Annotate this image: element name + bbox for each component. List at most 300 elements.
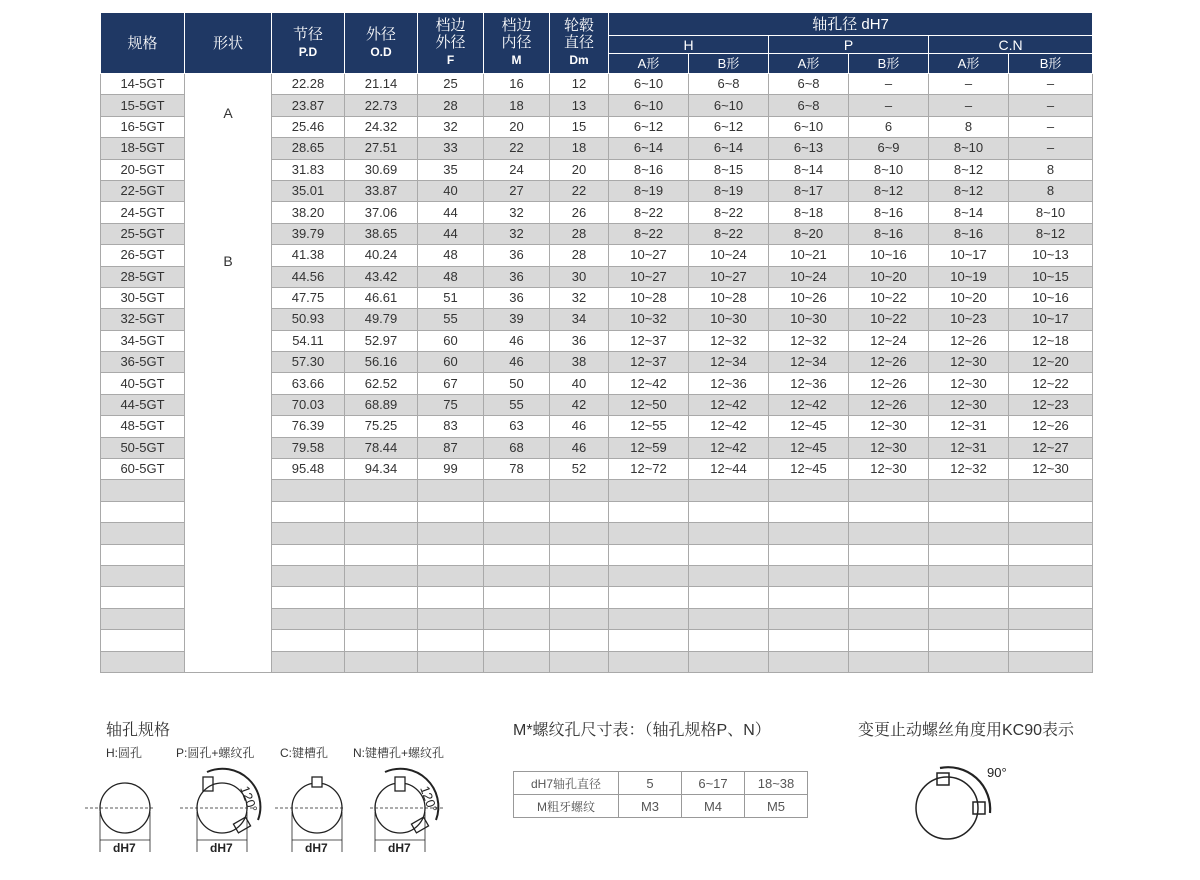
value-cell [484, 651, 550, 672]
value-cell: 6~8 [769, 95, 849, 116]
value-cell: 60 [418, 352, 484, 373]
value-cell: 40.24 [345, 245, 418, 266]
value-cell [849, 608, 929, 629]
value-cell: 6~10 [769, 116, 849, 137]
value-cell: 12~26 [1009, 416, 1093, 437]
value-cell: 8~10 [849, 159, 929, 180]
value-cell: 75.25 [345, 416, 418, 437]
header-a-type: A形 [769, 54, 849, 74]
value-cell [609, 544, 689, 565]
value-cell: 8~16 [609, 159, 689, 180]
thread-size-table [513, 771, 808, 818]
screw-section-title: 变更止动螺丝角度用KC90表示 [858, 722, 1075, 739]
value-cell [849, 651, 929, 672]
value-cell [272, 501, 345, 522]
value-cell: 10~16 [1009, 287, 1093, 308]
value-cell: 12~22 [1009, 373, 1093, 394]
value-cell [929, 501, 1009, 522]
value-cell: 12~31 [929, 416, 1009, 437]
kc90-angle-label: 90° [987, 765, 1007, 780]
value-cell [550, 501, 609, 522]
value-cell: 10~21 [769, 245, 849, 266]
value-cell [345, 608, 418, 629]
value-cell: 56.16 [345, 352, 418, 373]
value-cell: 26 [550, 202, 609, 223]
value-cell: 12~32 [929, 459, 1009, 480]
value-cell: 12~26 [929, 330, 1009, 351]
value-cell: 24.32 [345, 116, 418, 137]
value-cell: 30 [550, 266, 609, 287]
value-cell: 12~72 [609, 459, 689, 480]
value-cell [484, 587, 550, 608]
value-cell [769, 501, 849, 522]
value-cell: 12~30 [849, 416, 929, 437]
value-cell: 38.20 [272, 202, 345, 223]
value-cell [272, 480, 345, 501]
spec-cell: 16-5GT [101, 116, 185, 137]
value-cell [769, 480, 849, 501]
value-cell [609, 565, 689, 586]
value-cell: 10~27 [609, 245, 689, 266]
value-cell [345, 523, 418, 544]
value-cell: 36 [484, 266, 550, 287]
value-cell: 22 [484, 138, 550, 159]
value-cell: 94.34 [345, 459, 418, 480]
value-cell [849, 630, 929, 651]
value-cell: 46.61 [345, 287, 418, 308]
spec-cell: 36-5GT [101, 352, 185, 373]
value-cell: 8~16 [849, 223, 929, 244]
value-cell: 36 [550, 330, 609, 351]
spec-cell: 24-5GT [101, 202, 185, 223]
thread-cell: M5 [745, 795, 808, 818]
value-cell: 40 [418, 180, 484, 201]
value-cell: 12~30 [849, 437, 929, 458]
value-cell [929, 630, 1009, 651]
value-cell: 10~17 [1009, 309, 1093, 330]
value-cell [609, 651, 689, 672]
value-cell: 21.14 [345, 74, 418, 95]
value-cell: 6~9 [849, 138, 929, 159]
value-cell: 20 [550, 159, 609, 180]
value-cell [345, 587, 418, 608]
value-cell: 63 [484, 416, 550, 437]
spec-cell: 44-5GT [101, 394, 185, 415]
thread-row2-label: M粗牙螺纹 [514, 795, 619, 818]
value-cell: 13 [550, 95, 609, 116]
value-cell [689, 501, 769, 522]
value-cell: 6~8 [689, 74, 769, 95]
value-cell [769, 565, 849, 586]
value-cell [609, 480, 689, 501]
value-cell [550, 565, 609, 586]
value-cell: 18 [484, 95, 550, 116]
value-cell: 6~12 [689, 116, 769, 137]
caption-p: P:圆孔+螺纹孔 [176, 746, 255, 760]
value-cell [345, 501, 418, 522]
value-cell: 36 [484, 287, 550, 308]
value-cell: 12~45 [769, 437, 849, 458]
value-cell: 8 [1009, 159, 1093, 180]
value-cell: 34 [550, 309, 609, 330]
value-cell: 12~18 [1009, 330, 1093, 351]
value-cell: 12~31 [929, 437, 1009, 458]
value-cell: 78.44 [345, 437, 418, 458]
value-cell: 12~55 [609, 416, 689, 437]
value-cell: 32 [418, 116, 484, 137]
angle-label: 120° [237, 783, 261, 815]
header-bore: 轴孔径 dH7 [609, 13, 1093, 36]
value-cell [550, 608, 609, 629]
value-cell: 12~30 [1009, 459, 1093, 480]
header-flange-od: 档边 外径 F [418, 13, 484, 74]
value-cell: 32 [484, 202, 550, 223]
value-cell [1009, 544, 1093, 565]
value-cell [929, 651, 1009, 672]
value-cell: 78 [484, 459, 550, 480]
value-cell [1009, 501, 1093, 522]
spec-cell [101, 480, 185, 501]
value-cell: 12~42 [609, 373, 689, 394]
header-hub-diameter: 轮毂 直径 Dm [550, 13, 609, 74]
shape-column [185, 74, 272, 673]
value-cell [550, 587, 609, 608]
value-cell [849, 544, 929, 565]
value-cell [550, 651, 609, 672]
value-cell: 10~32 [609, 309, 689, 330]
value-cell: 33 [418, 138, 484, 159]
spec-cell: 60-5GT [101, 459, 185, 480]
angle-label: 120° [417, 783, 441, 815]
value-cell: – [1009, 116, 1093, 137]
value-cell: 8~22 [689, 202, 769, 223]
value-cell: 10~27 [609, 266, 689, 287]
value-cell [609, 630, 689, 651]
spec-cell [101, 608, 185, 629]
header-bore-p: P [769, 36, 929, 54]
value-cell: 43.42 [345, 266, 418, 287]
value-cell: 47.75 [272, 287, 345, 308]
value-cell: 46 [484, 330, 550, 351]
value-cell [345, 565, 418, 586]
value-cell: 10~30 [689, 309, 769, 330]
spec-cell [101, 630, 185, 651]
value-cell: – [1009, 138, 1093, 159]
value-cell: 57.30 [272, 352, 345, 373]
spec-cell [101, 523, 185, 544]
value-cell: 12~32 [689, 330, 769, 351]
value-cell [849, 480, 929, 501]
value-cell: 46 [484, 352, 550, 373]
value-cell: 12~24 [849, 330, 929, 351]
value-cell: 8~15 [689, 159, 769, 180]
value-cell: 18 [550, 138, 609, 159]
thread-cell: 5 [619, 772, 682, 795]
value-cell [1009, 651, 1093, 672]
value-cell: 87 [418, 437, 484, 458]
value-cell: 38 [550, 352, 609, 373]
header-outer-diameter: 外径 O.D [345, 13, 418, 74]
spec-cell [101, 501, 185, 522]
caption-c: C:键槽孔 [280, 746, 329, 760]
value-cell: 10~16 [849, 245, 929, 266]
value-cell: 75 [418, 394, 484, 415]
value-cell [484, 608, 550, 629]
value-cell [484, 523, 550, 544]
value-cell: 8~14 [929, 202, 1009, 223]
header-pitch-diameter: 节径 P.D [272, 13, 345, 74]
value-cell: 12~23 [1009, 394, 1093, 415]
value-cell [272, 651, 345, 672]
value-cell: 28.65 [272, 138, 345, 159]
dh7-label: dH7 [113, 841, 136, 855]
spec-cell [101, 565, 185, 586]
value-cell: 40 [550, 373, 609, 394]
value-cell [345, 480, 418, 501]
value-cell: 12~30 [849, 459, 929, 480]
header-a-type: A形 [609, 54, 689, 74]
header-b-type: B形 [849, 54, 929, 74]
value-cell [929, 565, 1009, 586]
value-cell: 10~17 [929, 245, 1009, 266]
value-cell [418, 587, 484, 608]
value-cell: 8~12 [849, 180, 929, 201]
value-cell [272, 565, 345, 586]
thread-cell: 18~38 [745, 772, 808, 795]
header-spec: 规格 [101, 13, 185, 74]
shape-b-label: B [223, 253, 233, 269]
value-cell [418, 608, 484, 629]
value-cell: 12~37 [609, 330, 689, 351]
value-cell [345, 651, 418, 672]
value-cell [769, 608, 849, 629]
value-cell: 10~28 [689, 287, 769, 308]
value-cell: 38.65 [345, 223, 418, 244]
value-cell [484, 630, 550, 651]
value-cell: 55 [418, 309, 484, 330]
value-cell: 68.89 [345, 394, 418, 415]
pulley-spec-table [100, 12, 1093, 673]
spec-cell: 32-5GT [101, 309, 185, 330]
value-cell: 12~30 [929, 352, 1009, 373]
value-cell: 37.06 [345, 202, 418, 223]
value-cell: 51 [418, 287, 484, 308]
value-cell [849, 501, 929, 522]
value-cell: 10~20 [849, 266, 929, 287]
value-cell: 52.97 [345, 330, 418, 351]
value-cell: 8~10 [1009, 202, 1093, 223]
value-cell: 44.56 [272, 266, 345, 287]
value-cell [272, 608, 345, 629]
value-cell: 8 [929, 116, 1009, 137]
value-cell: 12~32 [769, 330, 849, 351]
value-cell: 8~22 [609, 202, 689, 223]
value-cell: 22 [550, 180, 609, 201]
value-cell: 22.28 [272, 74, 345, 95]
value-cell [272, 544, 345, 565]
value-cell: 39 [484, 309, 550, 330]
value-cell [929, 523, 1009, 544]
value-cell: 8~19 [689, 180, 769, 201]
value-cell: 8~12 [1009, 223, 1093, 244]
value-cell [418, 544, 484, 565]
value-cell: 12~45 [769, 416, 849, 437]
value-cell: 12~59 [609, 437, 689, 458]
value-cell: 12~42 [689, 416, 769, 437]
spec-cell: 26-5GT [101, 245, 185, 266]
setscrew-icon [203, 777, 213, 791]
value-cell: 6 [849, 116, 929, 137]
value-cell [769, 587, 849, 608]
value-cell: 12~36 [769, 373, 849, 394]
header-flange-id: 档边 内径 M [484, 13, 550, 74]
value-cell: 28 [418, 95, 484, 116]
value-cell [418, 480, 484, 501]
value-cell: 28 [550, 245, 609, 266]
value-cell [689, 523, 769, 544]
value-cell [929, 587, 1009, 608]
value-cell: 24 [484, 159, 550, 180]
value-cell: 32 [550, 287, 609, 308]
value-cell: 54.11 [272, 330, 345, 351]
value-cell: 68 [484, 437, 550, 458]
value-cell: 10~19 [929, 266, 1009, 287]
value-cell [849, 565, 929, 586]
value-cell [550, 480, 609, 501]
value-cell [609, 523, 689, 544]
value-cell [929, 544, 1009, 565]
value-cell [550, 630, 609, 651]
value-cell [689, 480, 769, 501]
value-cell [929, 608, 1009, 629]
value-cell: – [1009, 95, 1093, 116]
value-cell: 44 [418, 223, 484, 244]
dh7-label: dH7 [305, 841, 328, 855]
value-cell: 8~12 [929, 159, 1009, 180]
value-cell: 10~20 [929, 287, 1009, 308]
value-cell [689, 608, 769, 629]
spec-cell [101, 544, 185, 565]
value-cell [272, 630, 345, 651]
value-cell [769, 544, 849, 565]
caption-n: N:键槽孔+螺纹孔 [353, 746, 445, 760]
value-cell: 95.48 [272, 459, 345, 480]
value-cell: 6~10 [609, 74, 689, 95]
header-bore-cn: C.N [929, 36, 1093, 54]
spec-cell: 15-5GT [101, 95, 185, 116]
value-cell: 62.52 [345, 373, 418, 394]
value-cell: 10~24 [769, 266, 849, 287]
value-cell: 50 [484, 373, 550, 394]
spec-cell: 14-5GT [101, 74, 185, 95]
value-cell: 12~30 [929, 394, 1009, 415]
spec-cell: 22-5GT [101, 180, 185, 201]
value-cell [929, 480, 1009, 501]
value-cell: 8~14 [769, 159, 849, 180]
value-cell: 55 [484, 394, 550, 415]
value-cell: 8~19 [609, 180, 689, 201]
value-cell: 12~36 [689, 373, 769, 394]
value-cell: 12~37 [609, 352, 689, 373]
value-cell: 22.73 [345, 95, 418, 116]
value-cell [418, 630, 484, 651]
value-cell: – [849, 95, 929, 116]
caption-h: H:圆孔 [106, 746, 143, 760]
value-cell: 12~42 [689, 437, 769, 458]
value-cell: 12~42 [769, 394, 849, 415]
value-cell: 76.39 [272, 416, 345, 437]
value-cell: 8~22 [609, 223, 689, 244]
spec-cell: 34-5GT [101, 330, 185, 351]
value-cell: 12~27 [1009, 437, 1093, 458]
spec-cell: 30-5GT [101, 287, 185, 308]
value-cell: 10~22 [849, 287, 929, 308]
dh7-label: dH7 [388, 841, 411, 855]
value-cell: 23.87 [272, 95, 345, 116]
value-cell [272, 523, 345, 544]
value-cell: 10~26 [769, 287, 849, 308]
value-cell [769, 523, 849, 544]
value-cell: 12~26 [849, 394, 929, 415]
value-cell: 16 [484, 74, 550, 95]
value-cell [1009, 480, 1093, 501]
thread-cell: M3 [619, 795, 682, 818]
value-cell: 8~12 [929, 180, 1009, 201]
value-cell: 12~26 [849, 352, 929, 373]
value-cell: 15 [550, 116, 609, 137]
value-cell [418, 565, 484, 586]
value-cell [689, 587, 769, 608]
value-cell [418, 651, 484, 672]
value-cell [609, 587, 689, 608]
value-cell: – [1009, 74, 1093, 95]
header-b-type: B形 [1009, 54, 1093, 74]
value-cell: 63.66 [272, 373, 345, 394]
value-cell: 10~30 [769, 309, 849, 330]
value-cell: 48 [418, 266, 484, 287]
value-cell: 25.46 [272, 116, 345, 137]
value-cell: 8 [1009, 180, 1093, 201]
shape-a-label: A [223, 105, 233, 121]
value-cell: 8~16 [929, 223, 1009, 244]
value-cell: 20 [484, 116, 550, 137]
value-cell: 10~23 [929, 309, 1009, 330]
value-cell [769, 651, 849, 672]
value-cell: – [849, 74, 929, 95]
value-cell: 12~30 [929, 373, 1009, 394]
spec-cell: 40-5GT [101, 373, 185, 394]
value-cell [272, 587, 345, 608]
value-cell: 52 [550, 459, 609, 480]
value-cell [609, 501, 689, 522]
value-cell: 6~8 [769, 74, 849, 95]
value-cell [689, 544, 769, 565]
value-cell [849, 587, 929, 608]
value-cell: 12~34 [689, 352, 769, 373]
value-cell: 12~44 [689, 459, 769, 480]
value-cell [484, 501, 550, 522]
value-cell [484, 480, 550, 501]
value-cell [1009, 587, 1093, 608]
value-cell: 60 [418, 330, 484, 351]
value-cell: – [929, 74, 1009, 95]
value-cell: 32 [484, 223, 550, 244]
value-cell: 12~50 [609, 394, 689, 415]
header-shape: 形状 [185, 13, 272, 74]
value-cell: 70.03 [272, 394, 345, 415]
value-cell: 12 [550, 74, 609, 95]
value-cell: 33.87 [345, 180, 418, 201]
